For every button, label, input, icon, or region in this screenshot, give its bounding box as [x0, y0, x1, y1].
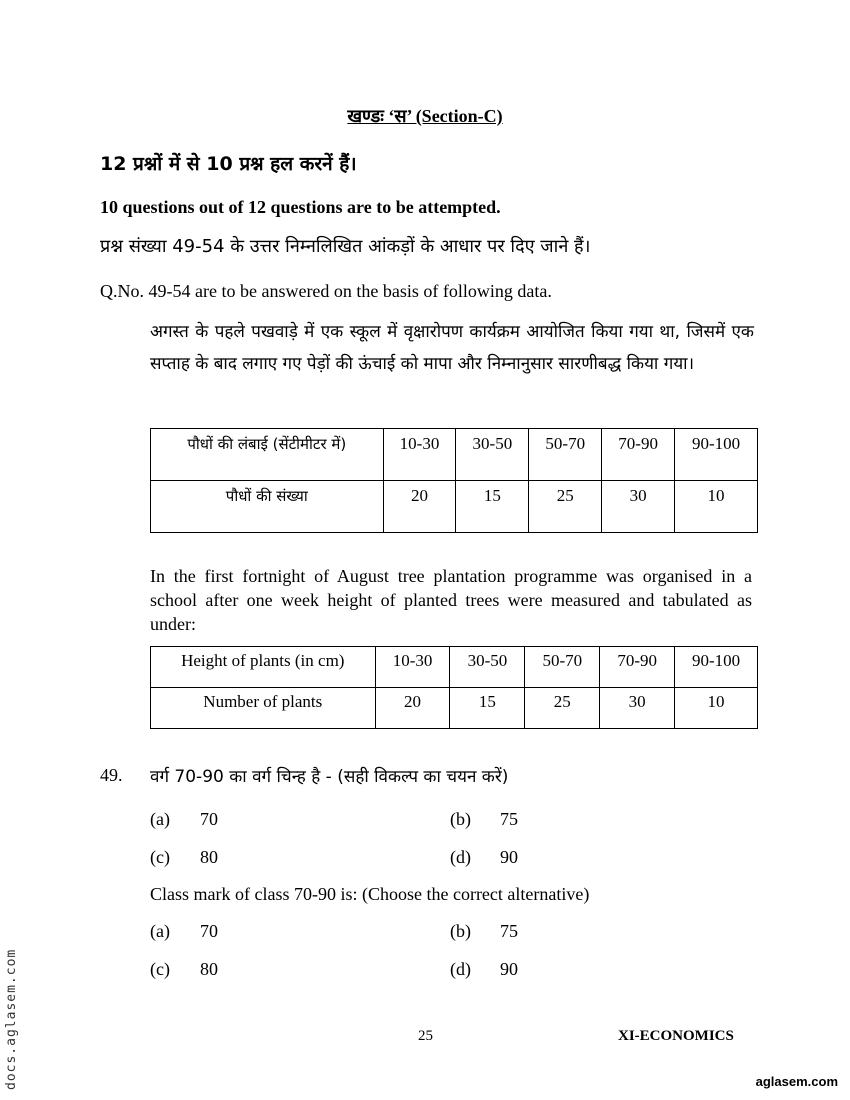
- option-label: (d): [450, 959, 471, 979]
- table-row: [151, 481, 758, 533]
- passage-english: In the first fortnight of August tree plantation programme was organised in a school after one week height of planted trees were measured and tabulated as under:: [150, 566, 752, 634]
- table-cell: 90-100: [675, 429, 758, 481]
- option-label: (a): [150, 809, 170, 829]
- table-cell: 30: [600, 688, 675, 729]
- table-cell: 70-90: [600, 647, 675, 688]
- table-cell: 10-30: [375, 647, 450, 688]
- question-number: 49.: [100, 765, 123, 785]
- instruction-english: 10 questions out of 12 questions are to be attempted.: [100, 197, 501, 217]
- table-cell: 20: [383, 481, 456, 533]
- option-value: 80: [200, 847, 218, 867]
- option-value: 75: [500, 809, 518, 829]
- subject-code: XI-ECONOMICS: [618, 1028, 734, 1044]
- option-label: (d): [450, 847, 471, 867]
- table-cell: 70-90: [602, 429, 675, 481]
- data-note-english: Q.No. 49-54 are to be answered on the basis of following data.: [100, 281, 552, 301]
- table-cell: Height of plants (in cm): [151, 647, 376, 688]
- option-value: 90: [500, 847, 518, 867]
- passage-hindi: अगस्त के पहले पखवाड़े में एक स्कूल में वृक्षारोपण कार्यक्रम आयोजित किया गया था, जिसमें एक सप्ताह के बाद लगाए गए पेड़ों की ऊंचाई को मापा और निम्नानुसार सारणीबद्ध किया गया।: [150, 322, 754, 374]
- table-cell: 30: [602, 481, 675, 533]
- table-row: [151, 688, 758, 729]
- table-cell: 90-100: [675, 647, 758, 688]
- table-header-row: [151, 647, 758, 688]
- table-cell: 30-50: [456, 429, 529, 481]
- question-text-english: Class mark of class 70-90 is: (Choose the correct alternative): [150, 884, 590, 904]
- instruction-hindi: 12 प्रश्नों में से 10 प्रश्न हल करनें हैं।: [100, 153, 357, 175]
- table-cell: पौधों की संख्या: [151, 481, 384, 533]
- plants-table-english: [150, 646, 758, 729]
- table-cell: 25: [525, 688, 600, 729]
- section-title: खण्डः ‘स’ (Section-C): [347, 106, 503, 126]
- option-value: 75: [500, 921, 518, 941]
- table-header-row: [151, 429, 758, 481]
- table-cell: 10: [675, 481, 758, 533]
- table-cell: 50-70: [529, 429, 602, 481]
- table-cell: 20: [375, 688, 450, 729]
- option-value: 80: [200, 959, 218, 979]
- table-cell: पौधों की लंबाई (सेंटीमीटर में): [151, 429, 384, 481]
- table-cell: 30-50: [450, 647, 525, 688]
- option-value: 70: [200, 809, 218, 829]
- plants-table-hindi: [150, 428, 758, 533]
- page-number: 25: [418, 1028, 433, 1044]
- option-label: (a): [150, 921, 170, 941]
- table-cell: 10-30: [383, 429, 456, 481]
- option-label: (b): [450, 921, 471, 941]
- table-cell: 15: [456, 481, 529, 533]
- data-note-hindi: प्रश्न संख्या 49-54 के उत्तर निम्नलिखित आंकड़ों के आधार पर दिए जाने हैं।: [100, 236, 591, 257]
- table-cell: 15: [450, 688, 525, 729]
- option-value: 90: [500, 959, 518, 979]
- table-cell: 25: [529, 481, 602, 533]
- brand-watermark: aglasem.com: [755, 1074, 838, 1089]
- side-watermark: docs.aglasem.com: [4, 948, 19, 1090]
- table-cell: 10: [675, 688, 758, 729]
- table-cell: Number of plants: [151, 688, 376, 729]
- table-cell: 50-70: [525, 647, 600, 688]
- question-text-hindi: वर्ग 70-90 का वर्ग चिन्ह है - (सही विकल्प का चयन करें): [150, 767, 509, 787]
- option-label: (c): [150, 847, 170, 867]
- option-label: (b): [450, 809, 471, 829]
- option-label: (c): [150, 959, 170, 979]
- option-value: 70: [200, 921, 218, 941]
